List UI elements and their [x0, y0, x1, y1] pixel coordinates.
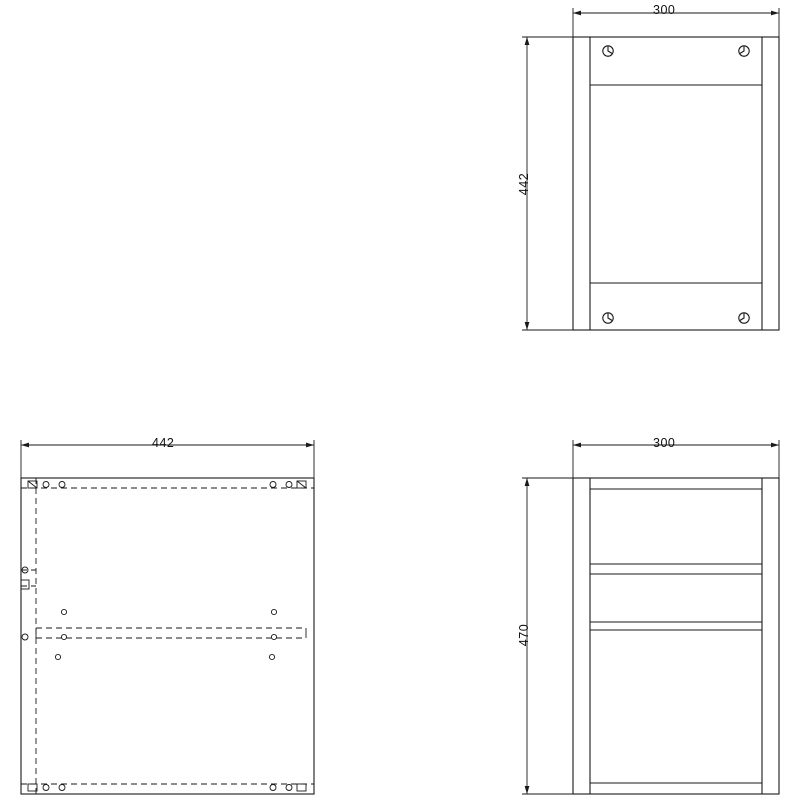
front-view	[573, 37, 779, 330]
front-view-height-label: 442	[517, 172, 531, 196]
side-view-width-dimension	[573, 440, 779, 478]
front-view-width-dimension	[573, 8, 779, 37]
top-view-fittings	[28, 481, 306, 488]
top-view	[21, 478, 314, 794]
top-view-fittings-bottom	[28, 784, 306, 791]
side-view	[573, 478, 779, 794]
top-view-shelf-pins	[55, 609, 276, 659]
front-view-width-label: 300	[653, 3, 676, 17]
top-view-width-label: 442	[152, 436, 175, 450]
top-view-fittings-left	[21, 567, 29, 640]
front-view-fittings	[603, 46, 749, 323]
side-view-height-label: 470	[517, 623, 531, 647]
side-view-width-label: 300	[653, 436, 676, 450]
